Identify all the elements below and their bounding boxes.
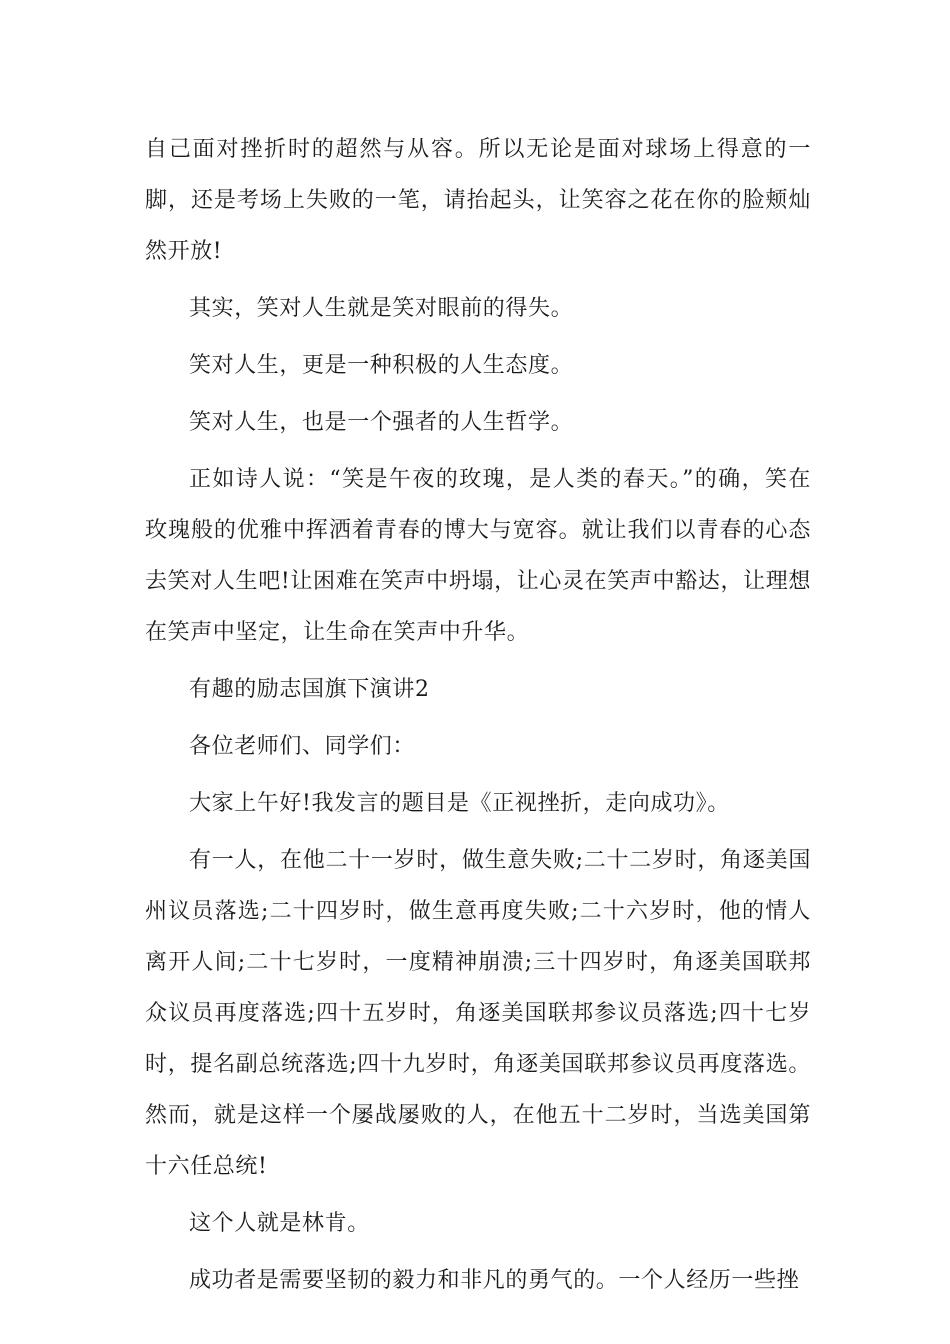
paragraph: 成功者是需要坚韧的毅力和非凡的勇气的。一个人经历一些挫: [189, 1268, 800, 1293]
paragraph: 正如诗人说：“笑是午夜的玫瑰，是人类的春天。”的确，笑在玫瑰般的优雅中挥洒着青春的博大与宽容。就让我们以青春的心态去笑对人生吧!让困难在笑声中坍塌，让心灵在笑声中豁达，让理想在笑声中坚定，让生命在笑声中升华。: [145, 467, 811, 645]
paragraph: 这个人就是林肯。: [189, 1211, 370, 1236]
paragraph: 笑对人生，更是一种积极的人生态度。: [189, 353, 574, 378]
document-body: [145, 124, 811, 1312]
paragraph: 有一人，在他二十一岁时，做生意失败;二十二岁时，角逐美国州议员落选;二十四岁时，做生意再度失败;二十六岁时，他的情人离开人间;二十七岁时，一度精神崩溃;三十四岁时，角逐美国联邦众议员再度落选;四十五岁时，角逐美国联邦参议员落选;四十七岁时，提名副总统落选;四十九岁时，角逐美国联邦参议员再度落选。然而，就是这样一个屡战屡败的人，在他五十二岁时，当选美国第十六任总统!: [145, 848, 811, 1179]
paragraph-continuation: 自己面对挫折时的超然与从容。所以无论是面对球场上得意的一脚，还是考场上失败的一笔，请抬起头，让笑容之花在你的脸颊灿然开放!: [145, 137, 811, 264]
paragraph: 笑对人生，也是一个强者的人生哲学。: [189, 410, 574, 435]
salutation: 各位老师们、同学们：: [189, 734, 416, 759]
paragraph: 其实，笑对人生就是笑对眼前的得失。: [189, 296, 574, 321]
paragraph: 大家上午好!我发言的题目是《正视挫折，走向成功》。: [189, 791, 730, 816]
section-title: 有趣的励志国旗下演讲2: [189, 677, 430, 702]
